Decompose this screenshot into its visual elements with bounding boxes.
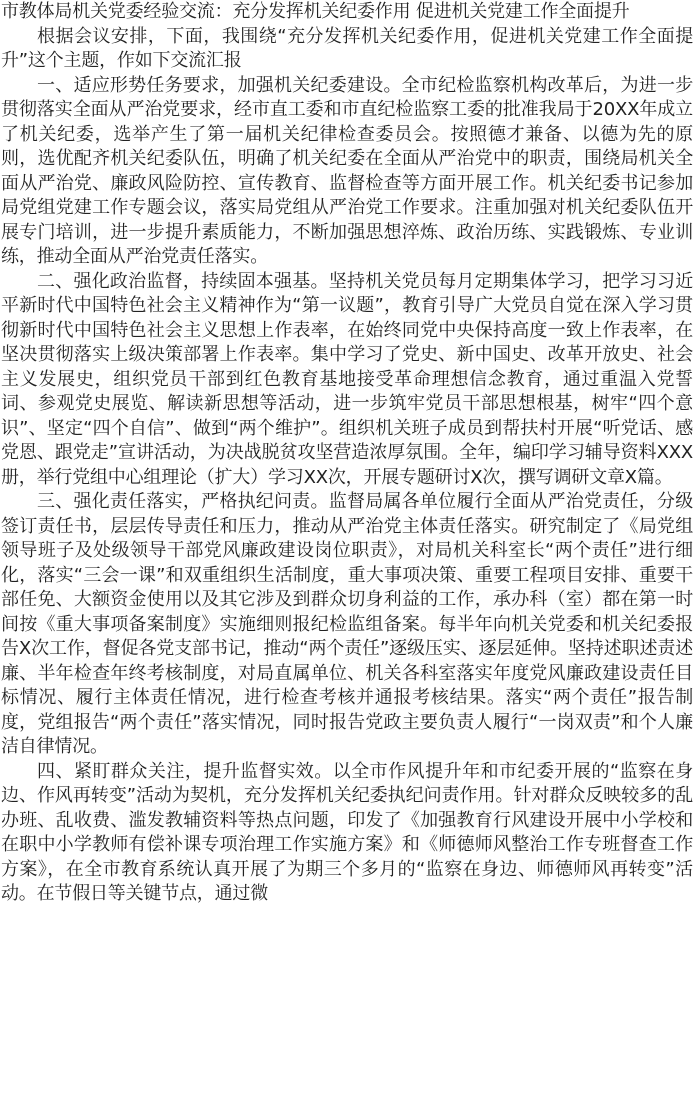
paragraph-section-1: 一、适应形势任务要求，加强机关纪委建设。全市纪检监察机构改革后，为进一步贯彻落实全面从严治党要求，经市直工委和市直纪检监察工委的批准我局于20XX年成立了机关纪委，选举产生了第一届机关纪律检查委员会。按照德才兼备、以德为先的原则，选优配齐机关纪委队伍，明确了机关纪委在全面从严治党中的职责，围绕局机关全面从严治党、廉政风险防控、宣传教育、监督检查等方面开展工作。机关纪委书记参加局党组党建工作专题会议，落实局党组从严治党工作要求。注重加强对机关纪委队伍开展专门培训，进一步提升素质能力，不断加强思想淬炼、政治历练、实践锻炼、专业训练，推动全面从严治党责任落实。 bbox=[1, 74, 693, 267]
document-title: 市教体局机关党委经验交流：充分发挥机关纪委作用 促进机关党建工作全面提升 bbox=[1, 1, 630, 22]
paragraph-section-2: 二、强化政治监督，持续固本强基。坚持机关党员每月定期集体学习，把学习习近平新时代中国特色社会主义精神作为“第一议题”，教育引导广大党员自觉在深入学习贯彻新时代中国特色社会主义思想上作表率，在始终同党中央保持高度一致上作表率，在坚决贯彻落实上级决策部署上作表率。集中学习了党史、新中国史、改革开放史、社会主义发展史，组织党员干部到红色教育基地接受革命理想信念教育，通过重温入党誓词、参观党史展览、解读新思想等活动，进一步筑牢党员干部思想根基，树牢“四个意识”、坚定“四个自信”、做到“两个维护”。组织机关班子成员到帮扶村开展“听党话、感党恩、跟党走”宣讲活动，为决战脱贫攻坚营造浓厚氛围。全年，编印学习辅导资料XXX册，举行党组中心组理论（扩大）学习XX次，开展专题研讨X次，撰写调研文章X篇。 bbox=[1, 270, 693, 488]
paragraph-section-3: 三、强化责任落实，严格执纪问责。监督局属各单位履行全面从严治党责任，分级签订责任书，层层传导责任和压力，推动从严治党主体责任落实。研究制定了《局党组领导班子及处级领导干部党风廉政建设岗位职责》，对局机关科室长“两个责任”进行细化，落实“三会一课”和双重组织生活制度，重大事项决策、重要工程项目安排、重要干部任免、大额资金使用以及其它涉及到群众切身利益的工作，承办科（室）都在第一时间按《重大事项备案制度》实施细则报纪检监组备案。每半年向机关党委和机关纪委报告X次工作，督促各党支部书记，推动“两个责任”逐级压实、逐层延伸。坚持述职述责述廉、半年检查年终考核制度，对局直属单位、机关各科室落实年度党风廉政建设责任目标情况、履行主体责任情况，进行检查考核并通报考核结果。落实“两个责任”报告制度，党组报告“两个责任”落实情况，同时报告党政主要负责人履行“一岗双责”和个人廉洁自律情况。 bbox=[1, 491, 693, 757]
paragraph-section-4: 四、紧盯群众关注，提升监督实效。以全市作风提升年和市纪委开展的“监察在身边、作风再转变”活动为契机，充分发挥机关纪委执纪问责作用。针对群众反映较多的乱办班、乱收费、滥发教辅资料等热点问题，印发了《加强教育行风建设开展中小学校和在职中小学教师有偿补课专项治理工作实施方案》和《师德师风整治工作专班督查工作方案》，在全市教育系统认真开展了为期三个多月的“监察在身边、师德师风再转变”活动。在节假日等关键节点，通过微 bbox=[1, 760, 693, 904]
paragraph-intro: 根据会议安排，下面，我围绕“充分发挥机关纪委作用，促进机关党建工作全面提升”这个主题，作如下交流汇报 bbox=[1, 25, 693, 71]
